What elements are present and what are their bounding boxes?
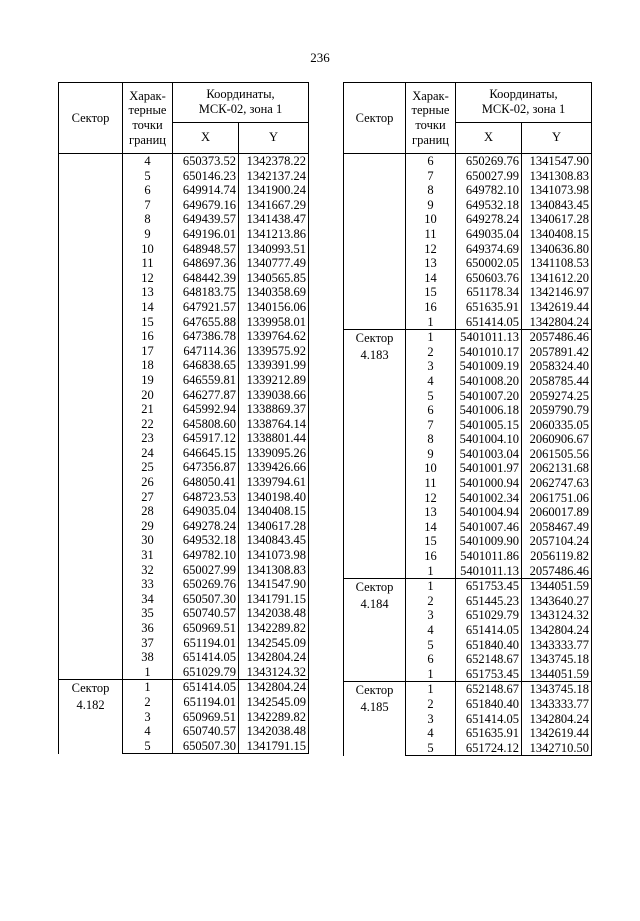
y-cell: 1342545.09 <box>239 695 309 710</box>
y-cell: 1341900.24 <box>239 183 309 198</box>
y-cell: 1341073.98 <box>239 548 309 563</box>
x-cell: 5401008.20 <box>456 374 522 389</box>
point-cell: 21 <box>123 402 173 417</box>
y-cell: 1340777.49 <box>239 256 309 271</box>
point-cell: 4 <box>406 726 456 741</box>
header-points: Харак- терные точки границ <box>406 83 456 154</box>
x-cell: 651753.45 <box>456 579 522 594</box>
y-cell: 1338801.44 <box>239 431 309 446</box>
y-cell: 1339575.92 <box>239 344 309 359</box>
x-cell: 645992.94 <box>173 402 239 417</box>
x-cell: 5401011.13 <box>456 330 522 345</box>
y-cell: 2061751.06 <box>522 491 592 506</box>
point-cell: 1 <box>123 665 173 680</box>
y-cell: 1340358.69 <box>239 285 309 300</box>
point-cell: 28 <box>123 504 173 519</box>
x-cell: 652148.67 <box>456 682 522 697</box>
point-cell: 2 <box>406 697 456 712</box>
x-cell: 645917.12 <box>173 431 239 446</box>
point-cell: 1 <box>406 579 456 594</box>
x-cell: 649278.24 <box>456 212 522 227</box>
table-row <box>344 330 592 345</box>
point-cell: 7 <box>406 418 456 433</box>
point-cell: 36 <box>123 621 173 636</box>
x-cell: 650002.05 <box>456 256 522 271</box>
y-cell: 1342619.44 <box>522 726 592 741</box>
x-cell: 650969.51 <box>173 710 239 725</box>
x-cell: 649679.16 <box>173 198 239 213</box>
point-cell: 19 <box>123 373 173 388</box>
x-cell: 5401001.97 <box>456 461 522 476</box>
point-cell: 14 <box>123 300 173 315</box>
point-cell: 24 <box>123 446 173 461</box>
point-cell: 1 <box>406 564 456 579</box>
x-cell: 5401009.19 <box>456 359 522 374</box>
point-cell: 12 <box>123 271 173 286</box>
x-cell: 647356.87 <box>173 460 239 475</box>
y-cell: 1342804.24 <box>522 315 592 330</box>
point-cell: 13 <box>123 285 173 300</box>
x-cell: 650269.76 <box>456 154 522 169</box>
point-cell: 1 <box>123 680 173 695</box>
point-cell: 11 <box>123 256 173 271</box>
y-cell: 1340408.15 <box>522 227 592 242</box>
point-cell: 4 <box>123 154 173 169</box>
y-cell: 1339391.99 <box>239 358 309 373</box>
sector-cell: Сектор 4.183 <box>344 330 406 579</box>
x-cell: 646277.87 <box>173 388 239 403</box>
header-y: Y <box>239 122 309 153</box>
point-cell: 13 <box>406 505 456 520</box>
x-cell: 651724.12 <box>456 741 522 756</box>
y-cell: 1342545.09 <box>239 636 309 651</box>
point-cell: 11 <box>406 476 456 491</box>
y-cell: 2059790.79 <box>522 403 592 418</box>
point-cell: 16 <box>406 549 456 564</box>
header-sector: Сектор <box>344 83 406 154</box>
point-cell: 3 <box>406 359 456 374</box>
point-cell: 37 <box>123 636 173 651</box>
y-cell: 1342289.82 <box>239 621 309 636</box>
x-cell: 5401011.86 <box>456 549 522 564</box>
y-cell: 2059274.25 <box>522 389 592 404</box>
x-cell: 646645.15 <box>173 446 239 461</box>
x-cell: 5401003.04 <box>456 447 522 462</box>
y-cell: 2061505.56 <box>522 447 592 462</box>
x-cell: 648442.39 <box>173 271 239 286</box>
y-cell: 1342038.48 <box>239 606 309 621</box>
y-cell: 1338869.37 <box>239 402 309 417</box>
y-cell: 1342619.44 <box>522 300 592 315</box>
y-cell: 1343124.32 <box>239 665 309 680</box>
y-cell: 2060906.67 <box>522 432 592 447</box>
x-cell: 651414.05 <box>173 680 239 695</box>
y-cell: 2060335.05 <box>522 418 592 433</box>
x-cell: 5401006.18 <box>456 403 522 418</box>
y-cell: 1344051.59 <box>522 579 592 594</box>
point-cell: 12 <box>406 242 456 257</box>
x-cell: 648697.36 <box>173 256 239 271</box>
y-cell: 1344051.59 <box>522 667 592 682</box>
x-cell: 649196.01 <box>173 227 239 242</box>
table-row <box>344 579 592 594</box>
x-cell: 650373.52 <box>173 154 239 169</box>
y-cell: 1339038.66 <box>239 388 309 403</box>
x-cell: 5401010.17 <box>456 345 522 360</box>
y-cell: 1341547.90 <box>239 577 309 592</box>
point-cell: 10 <box>406 212 456 227</box>
y-cell: 2057486.46 <box>522 330 592 345</box>
point-cell: 23 <box>123 431 173 446</box>
y-cell: 1340408.15 <box>239 504 309 519</box>
point-cell: 2 <box>123 695 173 710</box>
point-cell: 6 <box>406 652 456 667</box>
y-cell: 1341108.53 <box>522 256 592 271</box>
y-cell: 1342146.97 <box>522 285 592 300</box>
header-coordinates: Координаты, МСК-02, зона 1 <box>173 83 309 123</box>
y-cell: 1340843.45 <box>239 533 309 548</box>
point-cell: 32 <box>123 563 173 578</box>
coordinates-table-left <box>58 82 309 754</box>
x-cell: 651194.01 <box>173 695 239 710</box>
point-cell: 30 <box>123 533 173 548</box>
x-cell: 649035.04 <box>173 504 239 519</box>
y-cell: 2060017.89 <box>522 505 592 520</box>
table-row <box>59 680 309 695</box>
x-cell: 651029.79 <box>173 665 239 680</box>
x-cell: 649782.10 <box>173 548 239 563</box>
y-cell: 1342804.24 <box>239 680 309 695</box>
y-cell: 1340565.85 <box>239 271 309 286</box>
x-cell: 651178.34 <box>456 285 522 300</box>
x-cell: 649532.18 <box>173 533 239 548</box>
point-cell: 14 <box>406 271 456 286</box>
table-body-left <box>59 154 309 754</box>
y-cell: 2056119.82 <box>522 549 592 564</box>
y-cell: 2058785.44 <box>522 374 592 389</box>
sector-cell: Сектор 4.182 <box>59 680 123 754</box>
point-cell: 4 <box>406 623 456 638</box>
y-cell: 1341073.98 <box>522 183 592 198</box>
point-cell: 8 <box>123 212 173 227</box>
point-cell: 9 <box>406 447 456 462</box>
x-cell: 649782.10 <box>456 183 522 198</box>
point-cell: 16 <box>123 329 173 344</box>
point-cell: 6 <box>406 403 456 418</box>
point-cell: 15 <box>406 534 456 549</box>
point-cell: 14 <box>406 520 456 535</box>
y-cell: 1342378.22 <box>239 154 309 169</box>
x-cell: 648723.53 <box>173 490 239 505</box>
point-cell: 27 <box>123 490 173 505</box>
point-cell: 5 <box>406 741 456 756</box>
point-cell: 35 <box>123 606 173 621</box>
point-cell: 33 <box>123 577 173 592</box>
header-points: Харак- терные точки границ <box>123 83 173 154</box>
y-cell: 1343124.32 <box>522 608 592 623</box>
y-cell: 1340636.80 <box>522 242 592 257</box>
y-cell: 1340617.28 <box>522 212 592 227</box>
sector-cell <box>344 154 406 330</box>
y-cell: 1343333.77 <box>522 697 592 712</box>
y-cell: 1339764.62 <box>239 329 309 344</box>
y-cell: 2057891.42 <box>522 345 592 360</box>
point-cell: 5 <box>123 169 173 184</box>
x-cell: 649532.18 <box>456 198 522 213</box>
point-cell: 3 <box>406 608 456 623</box>
y-cell: 1341667.29 <box>239 198 309 213</box>
x-cell: 651840.40 <box>456 638 522 653</box>
y-cell: 1338764.14 <box>239 417 309 432</box>
y-cell: 1341308.83 <box>522 169 592 184</box>
y-cell: 1340198.40 <box>239 490 309 505</box>
point-cell: 26 <box>123 475 173 490</box>
y-cell: 1340993.51 <box>239 242 309 257</box>
point-cell: 38 <box>123 650 173 665</box>
point-cell: 17 <box>123 344 173 359</box>
x-cell: 5401004.94 <box>456 505 522 520</box>
x-cell: 649035.04 <box>456 227 522 242</box>
x-cell: 5401009.90 <box>456 534 522 549</box>
point-cell: 5 <box>123 739 173 754</box>
point-cell: 10 <box>123 242 173 257</box>
y-cell: 2058324.40 <box>522 359 592 374</box>
x-cell: 650507.30 <box>173 592 239 607</box>
point-cell: 1 <box>406 682 456 697</box>
point-cell: 4 <box>406 374 456 389</box>
x-cell: 5401011.13 <box>456 564 522 579</box>
x-cell: 649914.74 <box>173 183 239 198</box>
y-cell: 2058467.49 <box>522 520 592 535</box>
x-cell: 5401007.20 <box>456 389 522 404</box>
x-cell: 5401002.34 <box>456 491 522 506</box>
x-cell: 650603.76 <box>456 271 522 286</box>
x-cell: 651840.40 <box>456 697 522 712</box>
x-cell: 647921.57 <box>173 300 239 315</box>
header-coordinates: Координаты, МСК-02, зона 1 <box>456 83 592 123</box>
y-cell: 1339794.61 <box>239 475 309 490</box>
point-cell: 6 <box>123 183 173 198</box>
x-cell: 651635.91 <box>456 726 522 741</box>
x-cell: 647655.88 <box>173 315 239 330</box>
table-row <box>59 154 309 169</box>
point-cell: 5 <box>406 389 456 404</box>
y-cell: 1343640.27 <box>522 594 592 609</box>
y-cell: 1341438.47 <box>239 212 309 227</box>
table-body-right <box>344 154 592 756</box>
point-cell: 3 <box>123 710 173 725</box>
x-cell: 650740.57 <box>173 606 239 621</box>
x-cell: 650969.51 <box>173 621 239 636</box>
y-cell: 1339095.26 <box>239 446 309 461</box>
sector-cell: Сектор 4.185 <box>344 682 406 756</box>
y-cell: 1339426.66 <box>239 460 309 475</box>
x-cell: 651414.05 <box>456 623 522 638</box>
point-cell: 7 <box>123 198 173 213</box>
y-cell: 1343745.18 <box>522 682 592 697</box>
x-cell: 649278.24 <box>173 519 239 534</box>
point-cell: 25 <box>123 460 173 475</box>
point-cell: 29 <box>123 519 173 534</box>
x-cell: 650507.30 <box>173 739 239 754</box>
x-cell: 647386.78 <box>173 329 239 344</box>
y-cell: 1343745.18 <box>522 652 592 667</box>
point-cell: 16 <box>406 300 456 315</box>
y-cell: 1340156.06 <box>239 300 309 315</box>
point-cell: 2 <box>406 345 456 360</box>
sector-cell <box>59 154 123 680</box>
x-cell: 649374.69 <box>456 242 522 257</box>
point-cell: 1 <box>406 667 456 682</box>
y-cell: 1341308.83 <box>239 563 309 578</box>
x-cell: 651635.91 <box>456 300 522 315</box>
x-cell: 650027.99 <box>456 169 522 184</box>
x-cell: 646559.81 <box>173 373 239 388</box>
x-cell: 651029.79 <box>456 608 522 623</box>
point-cell: 13 <box>406 256 456 271</box>
point-cell: 2 <box>406 594 456 609</box>
x-cell: 645808.60 <box>173 417 239 432</box>
x-cell: 651194.01 <box>173 636 239 651</box>
x-cell: 5401007.46 <box>456 520 522 535</box>
y-cell: 1342710.50 <box>522 741 592 756</box>
y-cell: 1342804.24 <box>522 623 592 638</box>
point-cell: 31 <box>123 548 173 563</box>
x-cell: 650269.76 <box>173 577 239 592</box>
header-y: Y <box>522 122 592 153</box>
table-row <box>344 682 592 697</box>
y-cell: 1340617.28 <box>239 519 309 534</box>
x-cell: 650740.57 <box>173 724 239 739</box>
point-cell: 12 <box>406 491 456 506</box>
x-cell: 652148.67 <box>456 652 522 667</box>
x-cell: 646838.65 <box>173 358 239 373</box>
point-cell: 15 <box>123 315 173 330</box>
y-cell: 1342289.82 <box>239 710 309 725</box>
x-cell: 5401004.10 <box>456 432 522 447</box>
coordinates-table-right <box>343 82 592 756</box>
y-cell: 1341612.20 <box>522 271 592 286</box>
x-cell: 5401005.15 <box>456 418 522 433</box>
y-cell: 1342038.48 <box>239 724 309 739</box>
point-cell: 7 <box>406 169 456 184</box>
point-cell: 9 <box>406 198 456 213</box>
table-row <box>344 154 592 169</box>
y-cell: 1341791.15 <box>239 592 309 607</box>
x-cell: 651753.45 <box>456 667 522 682</box>
y-cell: 1339212.89 <box>239 373 309 388</box>
x-cell: 650146.23 <box>173 169 239 184</box>
y-cell: 1341791.15 <box>239 739 309 754</box>
x-cell: 650027.99 <box>173 563 239 578</box>
y-cell: 1342804.24 <box>522 712 592 727</box>
page-number: 236 <box>310 50 330 65</box>
point-cell: 5 <box>406 638 456 653</box>
point-cell: 1 <box>406 330 456 345</box>
x-cell: 648050.41 <box>173 475 239 490</box>
point-cell: 6 <box>406 154 456 169</box>
y-cell: 1339958.01 <box>239 315 309 330</box>
x-cell: 649439.57 <box>173 212 239 227</box>
x-cell: 648183.75 <box>173 285 239 300</box>
y-cell: 2057104.24 <box>522 534 592 549</box>
y-cell: 1343333.77 <box>522 638 592 653</box>
x-cell: 651414.05 <box>173 650 239 665</box>
y-cell: 1341547.90 <box>522 154 592 169</box>
y-cell: 1342137.24 <box>239 169 309 184</box>
point-cell: 1 <box>406 315 456 330</box>
point-cell: 22 <box>123 417 173 432</box>
x-cell: 651414.05 <box>456 712 522 727</box>
point-cell: 4 <box>123 724 173 739</box>
x-cell: 651445.23 <box>456 594 522 609</box>
y-cell: 2062131.68 <box>522 461 592 476</box>
point-cell: 18 <box>123 358 173 373</box>
y-cell: 2062747.63 <box>522 476 592 491</box>
point-cell: 9 <box>123 227 173 242</box>
x-cell: 648948.57 <box>173 242 239 257</box>
point-cell: 8 <box>406 432 456 447</box>
header-x: X <box>456 122 522 153</box>
y-cell: 1341213.86 <box>239 227 309 242</box>
point-cell: 10 <box>406 461 456 476</box>
header-sector: Сектор <box>59 83 123 154</box>
x-cell: 647114.36 <box>173 344 239 359</box>
y-cell: 1340843.45 <box>522 198 592 213</box>
point-cell: 15 <box>406 285 456 300</box>
y-cell: 2057486.46 <box>522 564 592 579</box>
x-cell: 5401000.94 <box>456 476 522 491</box>
point-cell: 20 <box>123 388 173 403</box>
point-cell: 11 <box>406 227 456 242</box>
point-cell: 3 <box>406 712 456 727</box>
header-x: X <box>173 122 239 153</box>
y-cell: 1342804.24 <box>239 650 309 665</box>
x-cell: 651414.05 <box>456 315 522 330</box>
point-cell: 34 <box>123 592 173 607</box>
sector-cell: Сектор 4.184 <box>344 579 406 682</box>
point-cell: 8 <box>406 183 456 198</box>
